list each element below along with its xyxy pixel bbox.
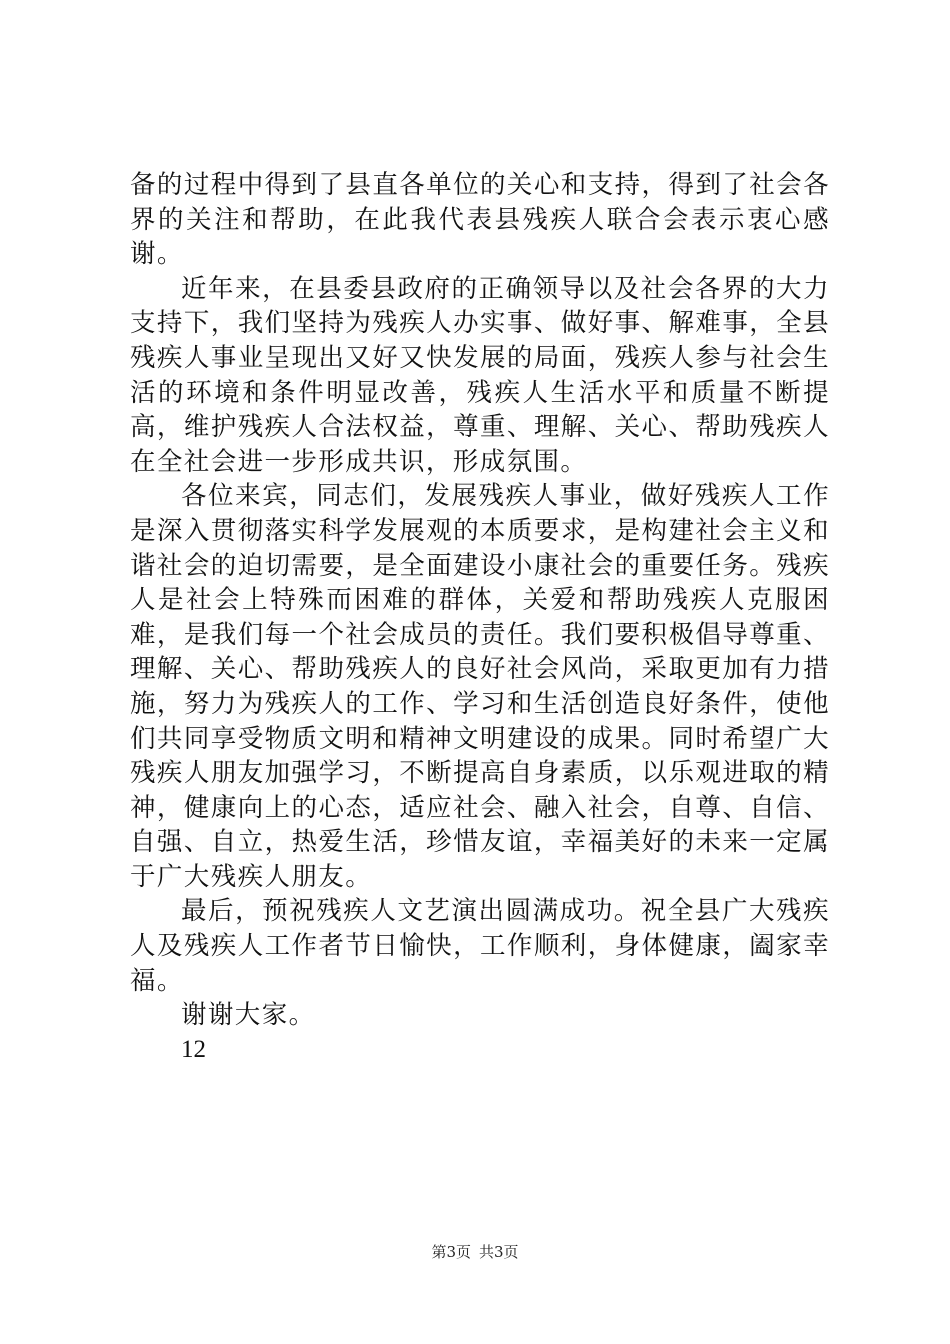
paragraph-guests-comrades: 各位来宾，同志们，发展残疾人事业，做好残疾人工作是深入贯彻落实科学发展观的本质要求，是构建社会主义和谐社会的迫切需要，是全面建设小康社会的重要任务。残疾人是社会上特殊而困难的群体，关爱和帮助残疾人克服困难，是我们每一个社会成员的责任。我们要积极倡导尊重、理解、关心、帮助残疾人的良好社会风尚，采取更加有力措施，努力为残疾人的工作、学习和生活创造良好条件，使他们共同享受物质文明和精神文明建设的成果。同时希望广大残疾人朋友加强学习，不断提高自身素质，以乐观进取的精神，健康向上的心态，适应社会、融入社会，自尊、自信、自强、自立，热爱生活，珍惜友谊，幸福美好的未来一定属于广大残疾人朋友。 xyxy=(130,481,830,892)
paragraph-continuation: 备的过程中得到了县直各单位的关心和支持，得到了社会各界的关注和帮助，在此我代表县残疾人联合会表示衷心感谢。 xyxy=(130,170,830,270)
page-footer xyxy=(0,1242,950,1262)
paragraph-thanks: 谢谢大家。 xyxy=(181,1000,316,1031)
paragraph-recent-years: 近年来，在县委县政府的正确领导以及社会各界的大力支持下，我们坚持为残疾人办实事、做好事、解难事，全县残疾人事业呈现出又好又快发展的局面，残疾人参与社会生活的环境和条件明显改善，残疾人生活水平和质量不断提高，维护残疾人合法权益，尊重、理解、关心、帮助残疾人在全社会进一步形成共识，形成氛围。 xyxy=(130,273,830,477)
footer-current-page: 第3页 xyxy=(431,1243,471,1261)
trailing-number: 12 xyxy=(181,1035,206,1063)
document-body xyxy=(130,168,830,1067)
paragraph-closing-wishes: 最后，预祝残疾人文艺演出圆满成功。祝全县广大残疾人及残疾人工作者节日愉快，工作顺利，身体健康，阖家幸福。 xyxy=(130,896,830,996)
footer-total-pages: 共3页 xyxy=(479,1243,519,1261)
